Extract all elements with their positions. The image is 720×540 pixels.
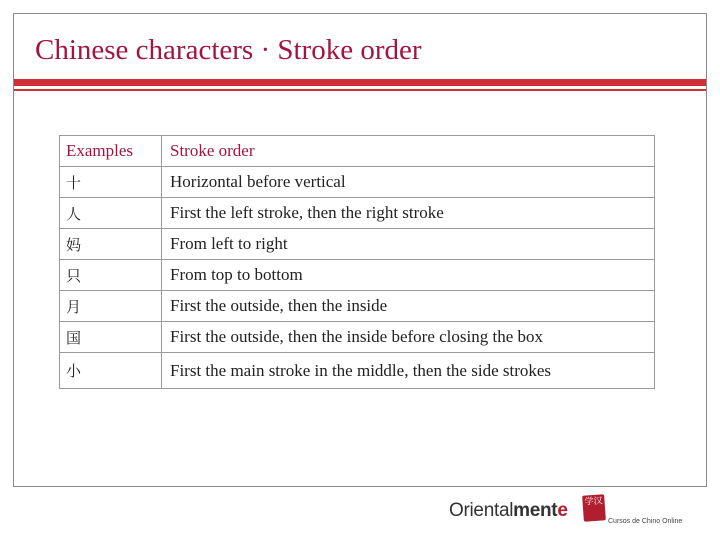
logo-text-e: e bbox=[557, 500, 568, 521]
table-row bbox=[60, 167, 655, 198]
example-character: 国 bbox=[60, 322, 162, 353]
stroke-rule: Horizontal before vertical bbox=[162, 167, 655, 198]
stroke-order-table bbox=[59, 135, 655, 389]
stroke-rule: First the outside, then the inside before closing the box bbox=[162, 322, 655, 353]
seal-icon: 学汉 bbox=[582, 494, 606, 521]
header-stroke-order: Stroke order bbox=[162, 136, 655, 167]
example-character: 月 bbox=[60, 291, 162, 322]
table-header-row bbox=[60, 136, 655, 167]
title-underline-thick bbox=[14, 79, 706, 86]
stroke-rule: First the main stroke in the middle, then the side strokes bbox=[162, 353, 655, 389]
example-character: 人 bbox=[60, 198, 162, 229]
orientalmente-logo bbox=[449, 497, 568, 525]
table-row bbox=[60, 322, 655, 353]
title-underline-thin bbox=[14, 89, 706, 91]
example-character: 小 bbox=[60, 353, 162, 389]
table-row bbox=[60, 291, 655, 322]
table-row bbox=[60, 229, 655, 260]
stroke-rule: From left to right bbox=[162, 229, 655, 260]
table-row bbox=[60, 260, 655, 291]
example-character: 只 bbox=[60, 260, 162, 291]
stroke-rule: From top to bottom bbox=[162, 260, 655, 291]
header-examples: Examples bbox=[60, 136, 162, 167]
logo-text-ment: ment bbox=[513, 500, 558, 521]
example-character: 十 bbox=[60, 167, 162, 198]
table-row bbox=[60, 198, 655, 229]
logo-tagline: Cursos de Chino Online bbox=[608, 518, 683, 525]
table-row bbox=[60, 353, 655, 389]
stroke-rule: First the left stroke, then the right stroke bbox=[162, 198, 655, 229]
logo-text-oriental: Oriental bbox=[449, 500, 514, 521]
slide-title: Chinese characters · Stroke order bbox=[35, 34, 422, 66]
example-character: 妈 bbox=[60, 229, 162, 260]
stroke-rule: First the outside, then the inside bbox=[162, 291, 655, 322]
